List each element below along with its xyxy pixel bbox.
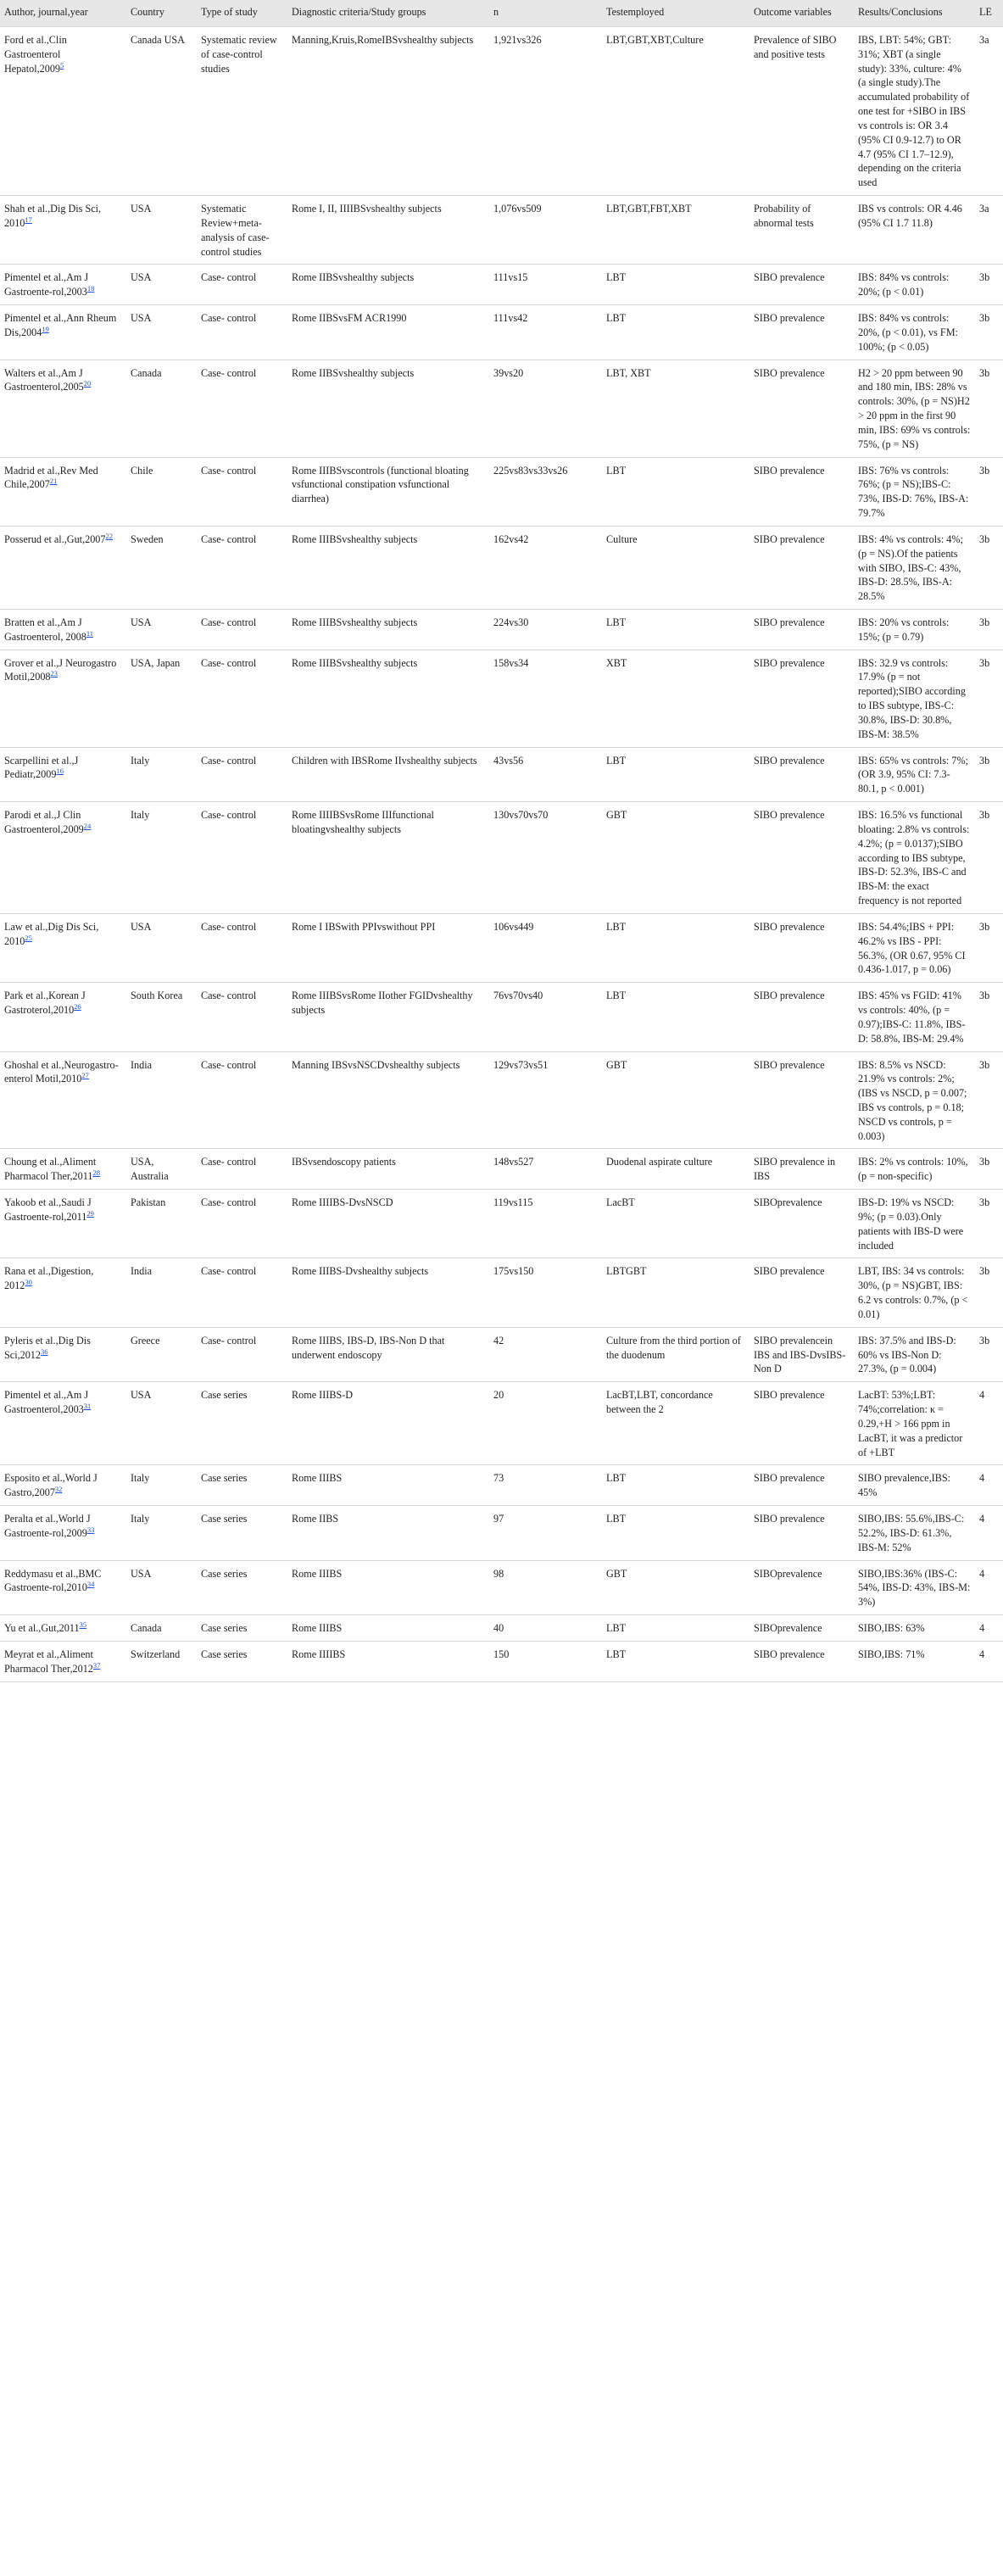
reference-link[interactable]: 31: [83, 1402, 92, 1411]
cell-results: SIBO prevalence,IBS: 45%: [854, 1465, 975, 1506]
cell-n: 40: [489, 1615, 602, 1642]
author-text: Walters et al.,Am J Gastroenterol,2005: [4, 366, 84, 393]
cell-le: 3a: [975, 27, 1003, 196]
author-text: Yu et al.,Gut,2011: [4, 1622, 80, 1635]
cell-outcome: SIBO prevalence: [749, 360, 854, 457]
header-criteria: Diagnostic criteria/Study groups: [287, 0, 489, 27]
cell-results: IBS: 84% vs controls: 20%, (p < 0.01), vs FM: 100%; (p < 0.05): [854, 305, 975, 360]
table-row: [0, 265, 1003, 305]
cell-criteria: Rome IIIBS: [287, 1465, 489, 1506]
cell-type: Case series: [197, 1382, 287, 1465]
reference-link[interactable]: 16: [56, 767, 64, 776]
cell-outcome: SIBO prevalence: [749, 526, 854, 609]
cell-outcome: Prevalence of SIBO and positive tests: [749, 27, 854, 196]
cell-test: Culture from the third portion of the duodenum: [602, 1327, 749, 1381]
cell-country: India: [126, 1051, 197, 1149]
author-text: Ford et al.,Clin Gastroenterol Hepatol,2009: [4, 34, 67, 75]
reference-link[interactable]: 11: [86, 628, 93, 638]
cell-le: 3b: [975, 747, 1003, 801]
cell-results: SIBO,IBS: 63%: [854, 1615, 975, 1642]
cell-n: 73: [489, 1465, 602, 1506]
cell-outcome: SIBOprevalence: [749, 1560, 854, 1614]
cell-type: Case- control: [197, 265, 287, 305]
cell-criteria: Rome IIBS: [287, 1506, 489, 1560]
cell-results: IBS: 20% vs controls: 15%; (p = 0.79): [854, 609, 975, 650]
cell-type: Case- control: [197, 650, 287, 747]
table-row: [0, 802, 1003, 914]
cell-type: Case- control: [197, 1051, 287, 1149]
cell-type: Case- control: [197, 457, 287, 526]
reference-link[interactable]: 29: [86, 1208, 94, 1218]
author-text: Pimentel et al.,Am J Gastroenterol,2003: [4, 1389, 89, 1416]
reference-link[interactable]: 19: [42, 324, 49, 333]
cell-outcome: SIBO prevalence: [749, 305, 854, 360]
cell-criteria: Rome IIIIBSvsRome IIIfunctional bloatingvshealthy subjects: [287, 802, 489, 914]
cell-test: LBT: [602, 305, 749, 360]
cell-test: LacBT: [602, 1190, 749, 1258]
cell-n: 76vs70vs40: [489, 983, 602, 1051]
author-text: Peralta et al.,World J Gastroente-rol,2009: [4, 1513, 91, 1539]
cell-author: [0, 265, 126, 305]
cell-le: 3b: [975, 526, 1003, 609]
cell-n: 111vs15: [489, 265, 602, 305]
cell-test: LBT,GBT,XBT,Culture: [602, 27, 749, 196]
cell-outcome: SIBO prevalencein IBS and IBS-DvsIBS-Non D: [749, 1327, 854, 1381]
cell-outcome: SIBO prevalence: [749, 265, 854, 305]
cell-test: LacBT,LBT, concordance between the 2: [602, 1382, 749, 1465]
cell-country: Canada USA: [126, 27, 197, 196]
cell-country: USA, Australia: [126, 1149, 197, 1190]
cell-author: [0, 1615, 126, 1642]
cell-outcome: SIBO prevalence: [749, 609, 854, 650]
cell-outcome: SIBO prevalence: [749, 1506, 854, 1560]
author-text: Posserud et al.,Gut,2007: [4, 532, 106, 545]
cell-type: Systematic Review+meta-analysis of case-control studies: [197, 196, 287, 265]
cell-outcome: SIBO prevalence: [749, 983, 854, 1051]
author-text: Pimentel et al.,Am J Gastroente-rol,2003: [4, 271, 89, 298]
cell-author: [0, 1560, 126, 1614]
reference-link[interactable]: 35: [79, 1620, 87, 1629]
cell-test: GBT: [602, 1051, 749, 1149]
cell-country: Sweden: [126, 526, 197, 609]
reference-link[interactable]: 27: [81, 1071, 89, 1080]
header-outcome: Outcome variables: [749, 0, 854, 27]
cell-country: Italy: [126, 802, 197, 914]
cell-author: [0, 1149, 126, 1190]
reference-link[interactable]: 37: [92, 1660, 101, 1670]
author-text: Pyleris et al.,Dig Dis Sci,2012: [4, 1334, 91, 1361]
cell-n: 148vs527: [489, 1149, 602, 1190]
cell-type: Case- control: [197, 983, 287, 1051]
author-text: Park et al.,Korean J Gastroterol,2010: [4, 990, 86, 1017]
cell-results: IBS: 16.5% vs functional bloating: 2.8% vs controls: 4.2%; (p = 0.0137);SIBO according to IBS subtype, IBS-D: 52.3%, IBS-C and IBS-M: the exact frequency is not reported: [854, 802, 975, 914]
cell-results: IBS: 37.5% and IBS-D: 60% vs IBS-Non D: 27.3%, (p = 0.004): [854, 1327, 975, 1381]
cell-le: 4: [975, 1506, 1003, 1560]
cell-outcome: SIBO prevalence: [749, 1051, 854, 1149]
table-row: [0, 1051, 1003, 1149]
cell-author: [0, 609, 126, 650]
cell-criteria: Rome IIIBS-D: [287, 1382, 489, 1465]
cell-country: Chile: [126, 457, 197, 526]
author-text: Grover et al.,J Neurogastro Motil,2008: [4, 656, 117, 683]
cell-le: 4: [975, 1560, 1003, 1614]
table-row: [0, 983, 1003, 1051]
cell-criteria: Rome IIIBSvshealthy subjects: [287, 526, 489, 609]
table-row: [0, 1327, 1003, 1381]
cell-type: Case- control: [197, 747, 287, 801]
cell-test: LBT: [602, 1641, 749, 1681]
header-results: Results/Conclusions: [854, 0, 975, 27]
table-row: [0, 747, 1003, 801]
header-n: n: [489, 0, 602, 27]
table-row: [0, 1382, 1003, 1465]
cell-test: LBT: [602, 913, 749, 982]
header-author: Author, journal,year: [0, 0, 126, 27]
cell-type: Case- control: [197, 913, 287, 982]
cell-author: [0, 1465, 126, 1506]
cell-le: 3b: [975, 265, 1003, 305]
cell-outcome: Probability of abnormal tests: [749, 196, 854, 265]
table-row: [0, 1641, 1003, 1681]
cell-le: 4: [975, 1615, 1003, 1642]
cell-n: 20: [489, 1382, 602, 1465]
cell-test: LBT: [602, 1465, 749, 1506]
cell-outcome: SIBO prevalence: [749, 457, 854, 526]
author-text: Yakoob et al.,Saudi J Gastroente-rol,2011: [4, 1196, 92, 1223]
cell-criteria: Rome IIIIBS-DvsNSCD: [287, 1190, 489, 1258]
cell-country: Canada: [126, 1615, 197, 1642]
cell-outcome: SIBOprevalence: [749, 1190, 854, 1258]
cell-n: 224vs30: [489, 609, 602, 650]
cell-author: [0, 983, 126, 1051]
cell-author: [0, 747, 126, 801]
table-row: [0, 1149, 1003, 1190]
table-row: [0, 1190, 1003, 1258]
cell-results: IBS: 65% vs controls: 7%; (OR 3.9, 95% CI: 7.3-80.1, p < 0.001): [854, 747, 975, 801]
cell-le: 3b: [975, 457, 1003, 526]
table-row: [0, 27, 1003, 196]
cell-outcome: SIBO prevalence: [749, 802, 854, 914]
cell-test: LBT: [602, 983, 749, 1051]
header-test: Testemployed: [602, 0, 749, 27]
table-row: [0, 913, 1003, 982]
cell-results: SIBO,IBS:36% (IBS-C: 54%, IBS-D: 43%, IBS-M: 3%): [854, 1560, 975, 1614]
reference-link[interactable]: 21: [49, 477, 58, 486]
author-text: Esposito et al.,World J Gastro,2007: [4, 1472, 98, 1499]
cell-author: [0, 913, 126, 982]
cell-type: Case series: [197, 1465, 287, 1506]
cell-criteria: Rome IIBSvshealthy subjects: [287, 265, 489, 305]
reference-link[interactable]: 34: [86, 1580, 95, 1589]
table-row: [0, 457, 1003, 526]
cell-le: 4: [975, 1641, 1003, 1681]
header-type: Type of study: [197, 0, 287, 27]
cell-outcome: SIBO prevalence: [749, 913, 854, 982]
cell-type: Case- control: [197, 1190, 287, 1258]
cell-n: 98: [489, 1560, 602, 1614]
cell-criteria: Rome IIIBSvshealthy subjects: [287, 650, 489, 747]
cell-country: India: [126, 1258, 197, 1327]
header-le: LE: [975, 0, 1003, 27]
cell-author: [0, 360, 126, 457]
cell-type: Case series: [197, 1560, 287, 1614]
cell-country: USA: [126, 913, 197, 982]
cell-criteria: Rome IIIBSvsRome IIother FGIDvshealthy subjects: [287, 983, 489, 1051]
cell-criteria: Rome IIIBS: [287, 1615, 489, 1642]
reference-link[interactable]: 28: [92, 1168, 100, 1178]
cell-results: SIBO,IBS: 71%: [854, 1641, 975, 1681]
cell-n: 175vs150: [489, 1258, 602, 1327]
cell-criteria: Rome IIIIBS: [287, 1641, 489, 1681]
cell-author: [0, 196, 126, 265]
cell-author: [0, 1327, 126, 1381]
cell-criteria: IBSvsendoscopy patients: [287, 1149, 489, 1190]
cell-criteria: Rome IIBSvshealthy subjects: [287, 360, 489, 457]
cell-test: Duodenal aspirate culture: [602, 1149, 749, 1190]
cell-le: 4: [975, 1382, 1003, 1465]
cell-author: [0, 457, 126, 526]
cell-le: 3b: [975, 802, 1003, 914]
reference-link[interactable]: 36: [41, 1347, 48, 1356]
author-text: Reddymasu et al.,BMC Gastroente-rol,2010: [4, 1567, 102, 1594]
cell-country: USA: [126, 1382, 197, 1465]
cell-n: 97: [489, 1506, 602, 1560]
cell-type: Case- control: [197, 305, 287, 360]
cell-n: 119vs115: [489, 1190, 602, 1258]
cell-criteria: Rome IIBSvsFM ACR1990: [287, 305, 489, 360]
cell-type: Case series: [197, 1641, 287, 1681]
cell-le: 3b: [975, 1149, 1003, 1190]
cell-type: Case- control: [197, 526, 287, 609]
cell-test: LBT: [602, 747, 749, 801]
author-text: Scarpellini et al.,J Pediatr,2009: [4, 754, 79, 781]
cell-country: Italy: [126, 747, 197, 801]
table-row: [0, 1560, 1003, 1614]
reference-link[interactable]: 17: [25, 215, 32, 224]
cell-results: IBS: 8.5% vs NSCD: 21.9% vs controls: 2%; (IBS vs NSCD, p = 0.007; IBS vs controls, p = 0.18; NSCD vs controls, p = 0.003): [854, 1051, 975, 1149]
cell-type: Case- control: [197, 360, 287, 457]
cell-test: LBT: [602, 1506, 749, 1560]
table-row: [0, 360, 1003, 457]
cell-type: Case- control: [197, 802, 287, 914]
cell-country: USA, Japan: [126, 650, 197, 747]
cell-test: LBT: [602, 1615, 749, 1642]
cell-n: 225vs83vs33vs26: [489, 457, 602, 526]
cell-author: [0, 1506, 126, 1560]
cell-le: 4: [975, 1465, 1003, 1506]
cell-n: 42: [489, 1327, 602, 1381]
cell-country: USA: [126, 305, 197, 360]
cell-outcome: SIBO prevalence: [749, 1382, 854, 1465]
cell-criteria: Rome IIIBSvshealthy subjects: [287, 609, 489, 650]
cell-author: [0, 802, 126, 914]
cell-le: 3b: [975, 305, 1003, 360]
cell-le: 3b: [975, 1258, 1003, 1327]
cell-results: LacBT: 53%;LBT: 74%;correlation: κ = 0.29,+H > 166 ppm in LacBT, it was a predictor of +LBT: [854, 1382, 975, 1465]
cell-author: [0, 27, 126, 196]
cell-outcome: SIBOprevalence: [749, 1615, 854, 1642]
cell-results: IBS: 76% vs controls: 76%; (p = NS);IBS-C: 73%, IBS-D: 76%, IBS-A: 79.7%: [854, 457, 975, 526]
cell-criteria: Rome IIIBS-Dvshealthy subjects: [287, 1258, 489, 1327]
reference-link[interactable]: 24: [83, 821, 92, 830]
cell-author: [0, 1190, 126, 1258]
cell-author: [0, 305, 126, 360]
cell-country: USA: [126, 1560, 197, 1614]
cell-results: IBS: 32.9 vs controls: 17.9% (p = not reported);SIBO according to IBS subtype, IBS-C: 30.8%, IBS-D: 30.8%, IBS-M: 38.5%: [854, 650, 975, 747]
cell-test: LBT,GBT,FBT,XBT: [602, 196, 749, 265]
reference-link[interactable]: 25: [25, 933, 32, 942]
cell-criteria: Children with IBSRome IIvshealthy subjects: [287, 747, 489, 801]
cell-author: [0, 1051, 126, 1149]
cell-results: IBS: 2% vs controls: 10%, (p = non-specific): [854, 1149, 975, 1190]
table-row: [0, 1615, 1003, 1642]
cell-type: Case- control: [197, 1327, 287, 1381]
cell-test: GBT: [602, 1560, 749, 1614]
cell-type: Case series: [197, 1615, 287, 1642]
cell-n: 1,921vs326: [489, 27, 602, 196]
cell-test: LBT: [602, 609, 749, 650]
cell-country: USA: [126, 196, 197, 265]
author-text: Pimentel et al.,Ann Rheum Dis,2004: [4, 312, 117, 338]
cell-outcome: SIBO prevalence: [749, 1641, 854, 1681]
table-row: [0, 305, 1003, 360]
cell-type: Case series: [197, 1506, 287, 1560]
cell-le: 3b: [975, 1327, 1003, 1381]
author-text: Meyrat et al.,Aliment Pharmacol Ther,2012: [4, 1648, 93, 1675]
cell-le: 3a: [975, 196, 1003, 265]
cell-n: 106vs449: [489, 913, 602, 982]
reference-link[interactable]: 5: [60, 60, 64, 70]
cell-test: LBT, XBT: [602, 360, 749, 457]
cell-author: [0, 1258, 126, 1327]
cell-author: [0, 650, 126, 747]
table-row: [0, 1258, 1003, 1327]
reference-link[interactable]: 22: [105, 531, 113, 540]
cell-country: Italy: [126, 1506, 197, 1560]
author-text: Ghoshal et al.,Neurogastro-enterol Motil,2010: [4, 1058, 119, 1085]
cell-type: Case- control: [197, 1149, 287, 1190]
cell-country: USA: [126, 265, 197, 305]
cell-author: [0, 526, 126, 609]
author-text: Parodi et al.,J Clin Gastroenterol,2009: [4, 809, 84, 835]
cell-country: Canada: [126, 360, 197, 457]
cell-criteria: Manning IBSvsNSCDvshealthy subjects: [287, 1051, 489, 1149]
cell-le: 3b: [975, 650, 1003, 747]
cell-outcome: SIBO prevalence: [749, 1465, 854, 1506]
cell-author: [0, 1382, 126, 1465]
author-text: Law et al.,Dig Dis Sci, 2010: [4, 920, 99, 947]
cell-n: 162vs42: [489, 526, 602, 609]
cell-outcome: SIBO prevalence: [749, 747, 854, 801]
cell-outcome: SIBO prevalence: [749, 1258, 854, 1327]
cell-n: 150: [489, 1641, 602, 1681]
cell-country: Greece: [126, 1327, 197, 1381]
cell-results: H2 > 20 ppm between 90 and 180 min, IBS: 28% vs controls: 30%, (p = NS)H2 > 20 ppm in the first 90 min, IBS: 69% vs controls: 75%, (p = NS): [854, 360, 975, 457]
cell-le: 3b: [975, 983, 1003, 1051]
cell-le: 3b: [975, 1190, 1003, 1258]
cell-le: 3b: [975, 609, 1003, 650]
cell-criteria: Rome I IBSwith PPIvswithout PPI: [287, 913, 489, 982]
cell-criteria: Rome I, II, IIIIBSvshealthy subjects: [287, 196, 489, 265]
table-row: [0, 196, 1003, 265]
cell-test: LBT: [602, 457, 749, 526]
cell-type: Systematic review of case-control studies: [197, 27, 287, 196]
author-text: Rana et al.,Digestion, 2012: [4, 1265, 94, 1292]
table-row: [0, 609, 1003, 650]
cell-n: 1,076vs509: [489, 196, 602, 265]
author-text: Madrid et al.,Rev Med Chile,2007: [4, 464, 98, 491]
cell-criteria: Rome IIIBSvscontrols (functional bloating vsfunctional constipation vsfunctional diarrhea): [287, 457, 489, 526]
cell-results: IBS vs controls: OR 4.46 (95% CI 1.7 11.8): [854, 196, 975, 265]
reference-link[interactable]: 32: [54, 1485, 63, 1494]
header-country: Country: [126, 0, 197, 27]
cell-results: LBT, IBS: 34 vs controls: 30%, (p = NS)GBT, IBS: 6.2 vs controls: 0.7%, (p < 0.01): [854, 1258, 975, 1327]
cell-country: Pakistan: [126, 1190, 197, 1258]
cell-results: IBS: 54.4%;IBS + PPI: 46.2% vs IBS - PPI: 56.3%, (OR 0.67, 95% CI 0.436-1.017, p = 0.06): [854, 913, 975, 982]
reference-link[interactable]: 23: [50, 669, 59, 678]
cell-test: GBT: [602, 802, 749, 914]
cell-results: IBS: 84% vs controls: 20%; (p < 0.01): [854, 265, 975, 305]
reference-link[interactable]: 26: [74, 1001, 81, 1011]
cell-results: IBS-D: 19% vs NSCD: 9%; (p = 0.03).Only patients with IBS-D were included: [854, 1190, 975, 1258]
cell-le: 3b: [975, 1051, 1003, 1149]
cell-criteria: Rome IIIBS: [287, 1560, 489, 1614]
cell-outcome: SIBO prevalence in IBS: [749, 1149, 854, 1190]
cell-n: 130vs70vs70: [489, 802, 602, 914]
cell-results: SIBO,IBS: 55.6%,IBS-C: 52.2%, IBS-D: 61.3%, IBS-M: 52%: [854, 1506, 975, 1560]
cell-country: Switzerland: [126, 1641, 197, 1681]
cell-results: IBS: 4% vs controls: 4%; (p = NS).Of the patients with SIBO, IBS-C: 43%, IBS-D: 28.5%, IBS-A: 28.5%: [854, 526, 975, 609]
cell-test: XBT: [602, 650, 749, 747]
cell-n: 39vs20: [489, 360, 602, 457]
reference-link[interactable]: 20: [83, 379, 92, 388]
table-row: [0, 1465, 1003, 1506]
cell-n: 43vs56: [489, 747, 602, 801]
cell-outcome: SIBO prevalence: [749, 650, 854, 747]
cell-author: [0, 1641, 126, 1681]
cell-type: Case- control: [197, 1258, 287, 1327]
cell-le: 3b: [975, 360, 1003, 457]
cell-criteria: Manning,Kruis,RomeIBSvshealthy subjects: [287, 27, 489, 196]
table-row: [0, 650, 1003, 747]
reference-link[interactable]: 18: [86, 284, 95, 293]
cell-country: South Korea: [126, 983, 197, 1051]
cell-type: Case- control: [197, 609, 287, 650]
cell-test: LBT: [602, 265, 749, 305]
cell-results: IBS, LBT: 54%; GBT: 31%; XBT (a single study): 33%, culture: 4% (a single study).The accumulated probability of one test for +SIBO in IBS vs controls is: OR 3.4 (95% CI 0.9-12.7) to OR 4.7 (95% CI 1.7–12.9), depending on the criteria used: [854, 27, 975, 196]
cell-n: 158vs34: [489, 650, 602, 747]
author-text: Bratten et al.,Am J Gastroenterol, 2008: [4, 616, 86, 643]
cell-le: 3b: [975, 913, 1003, 982]
table-row: [0, 526, 1003, 609]
cell-n: 129vs73vs51: [489, 1051, 602, 1149]
cell-test: Culture: [602, 526, 749, 609]
cell-country: USA: [126, 609, 197, 650]
author-text: Shah et al.,Dig Dis Sci, 2010: [4, 203, 102, 229]
table-row: [0, 1506, 1003, 1560]
cell-n: 111vs42: [489, 305, 602, 360]
reference-link[interactable]: 30: [25, 1278, 32, 1287]
reference-link[interactable]: 33: [86, 1525, 95, 1534]
cell-criteria: Rome IIIBS, IBS-D, IBS-Non D that underwent endoscopy: [287, 1327, 489, 1381]
cell-test: LBTGBT: [602, 1258, 749, 1327]
cell-country: Italy: [126, 1465, 197, 1506]
author-text: Choung et al.,Aliment Pharmacol Ther,2011: [4, 1156, 97, 1183]
table-header-row: [0, 0, 1003, 27]
cell-results: IBS: 45% vs FGID: 41% vs controls: 40%, (p = 0.97);IBS-C: 11.8%, IBS-D: 58.8%, IBS-M: 29.4%: [854, 983, 975, 1051]
